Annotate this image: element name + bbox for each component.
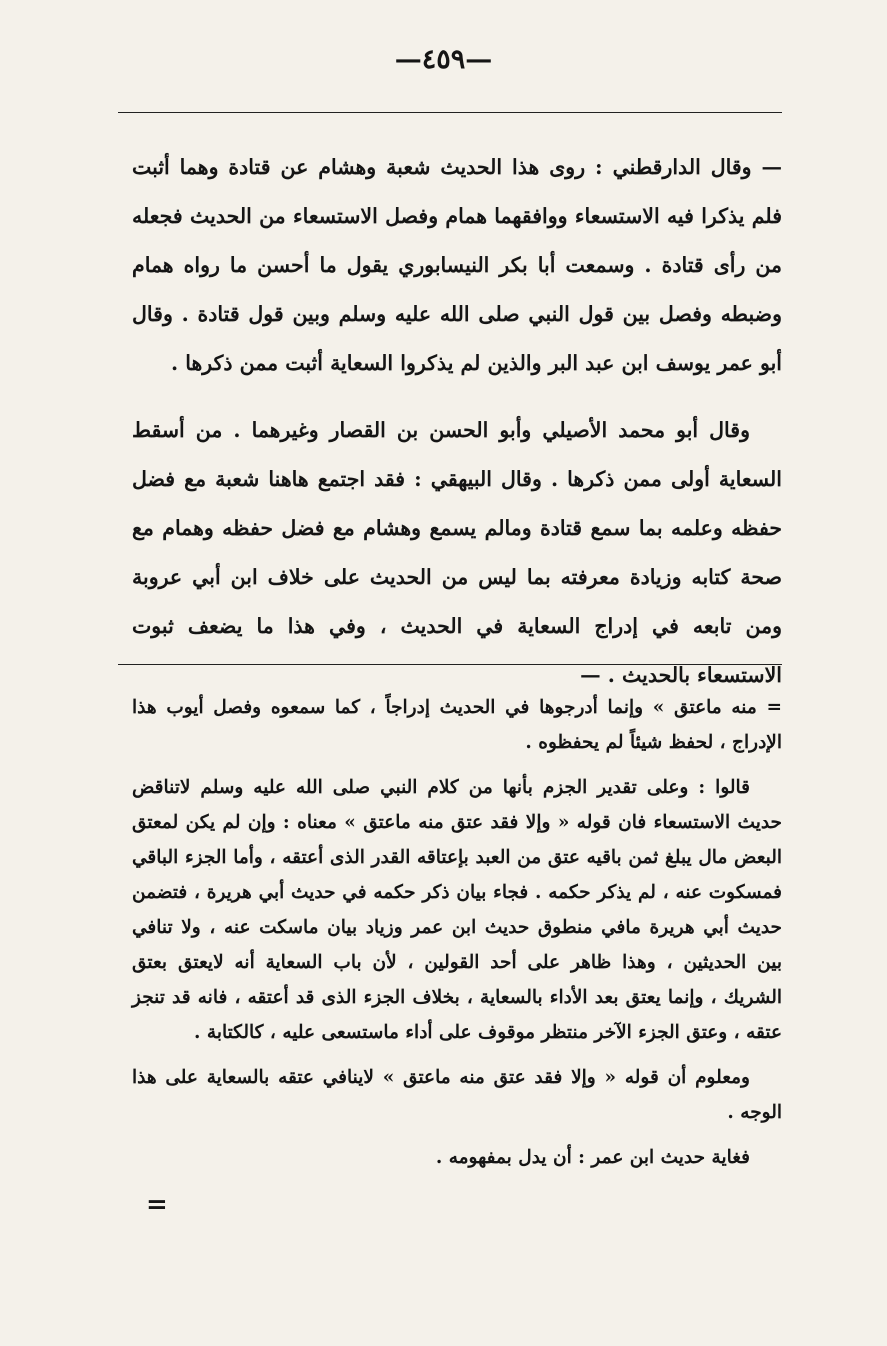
main-text [132,143,782,700]
footnote-paragraph: قالوا : وعلى تقدير الجزم بأنها من كلام النبي صلى الله عليه وسلم لاتناقض حديث الاستسعاء فان قوله « وإلا فقد عتق منه ماعتق » معناه : وإن لم يكن لمعتق البعض مال يبلغ ثمن باقيه عتق من العبد بإعتاقه القدر الذى أعتقه ، وأما الجزء الباقي فمسكوت عنه ، لم يذكر حكمه . فجاء بيان ذكر حكمه في حديث أبي هريرة ، فتضمن حديث أبي هريرة مافي منطوق حديث ابن عمر وزياد بيان ماسكت عنه ، ولا تنافي بين الحديثين ، وهذا ظاهر على أحد القولين ، لأن باب السعاية أنه لايعتق بعتق الشريك ، وإنما يعتق بعد الأداء بالسعاية ، بخلاف الجزء الذى قد أعتقه ، فانه قد تنجز عتقه ، وعتق الجزء الآخر منتظر موقوف على أداء ماستسعى عليه ، كالكتابة . [132,777,782,1043]
footnote-separator [118,664,782,665]
footnote-paragraph: = منه ماعتق » وإنما أدرجوها في الحديث إدراجاً ، كما سمعوه وفصل أيوب هذا الإدراج ، لحفظ شيئاً لم يحفظوه . [132,697,782,753]
footnote-paragraph: فغاية حديث ابن عمر : أن يدل بمفهومه . [435,1147,750,1168]
footnote-paragraph: ومعلوم أن قوله « وإلا فقد عتق منه ماعتق » لاينافي عتقه بالسعاية على هذا الوجه . [132,1067,782,1123]
page-number: —٤٥٩— [394,44,493,75]
footnotes [132,690,782,1175]
continuation-mark: = [146,1190,168,1220]
top-rule [118,112,782,113]
body-paragraph: وقال أبو محمد الأصيلي وأبو الحسن بن القصار وغيرهما . من أسقط السعاية أولى ممن ذكرها . وقال البيهقي : فقد اجتمع هاهنا شعبة مع فضل حفظه وعلمه بما سمع قتادة ومالم يسمع وهشام مع فضل حفظه وهمام مع صحة كتابه وزيادة معرفته بما ليس من الحديث على خلاف ابن أبي عروبة ومن تابعه في إدراج السعاية في الحديث ، وفي هذا ما يضعف ثبوت الاستسعاء بالحديث . — [132,418,782,687]
body-paragraph: — وقال الدارقطني : روى هذا الحديث شعبة وهشام عن قتادة وهما أثبت فلم يذكرا فيه الاستسعاء ووافقهما همام وفصل الاستسعاء من الحديث فجعله من رأى قتادة . وسمعت أبا بكر النيسابوري يقول ما أحسن ما رواه همام وضبطه وفصل بين قول النبي صلى الله عليه وسلم وبين قول قتادة . وقال أبو عمر يوسف ابن عبد البر والذين لم يذكروا السعاية أثبت ممن ذكرها . [132,155,782,375]
